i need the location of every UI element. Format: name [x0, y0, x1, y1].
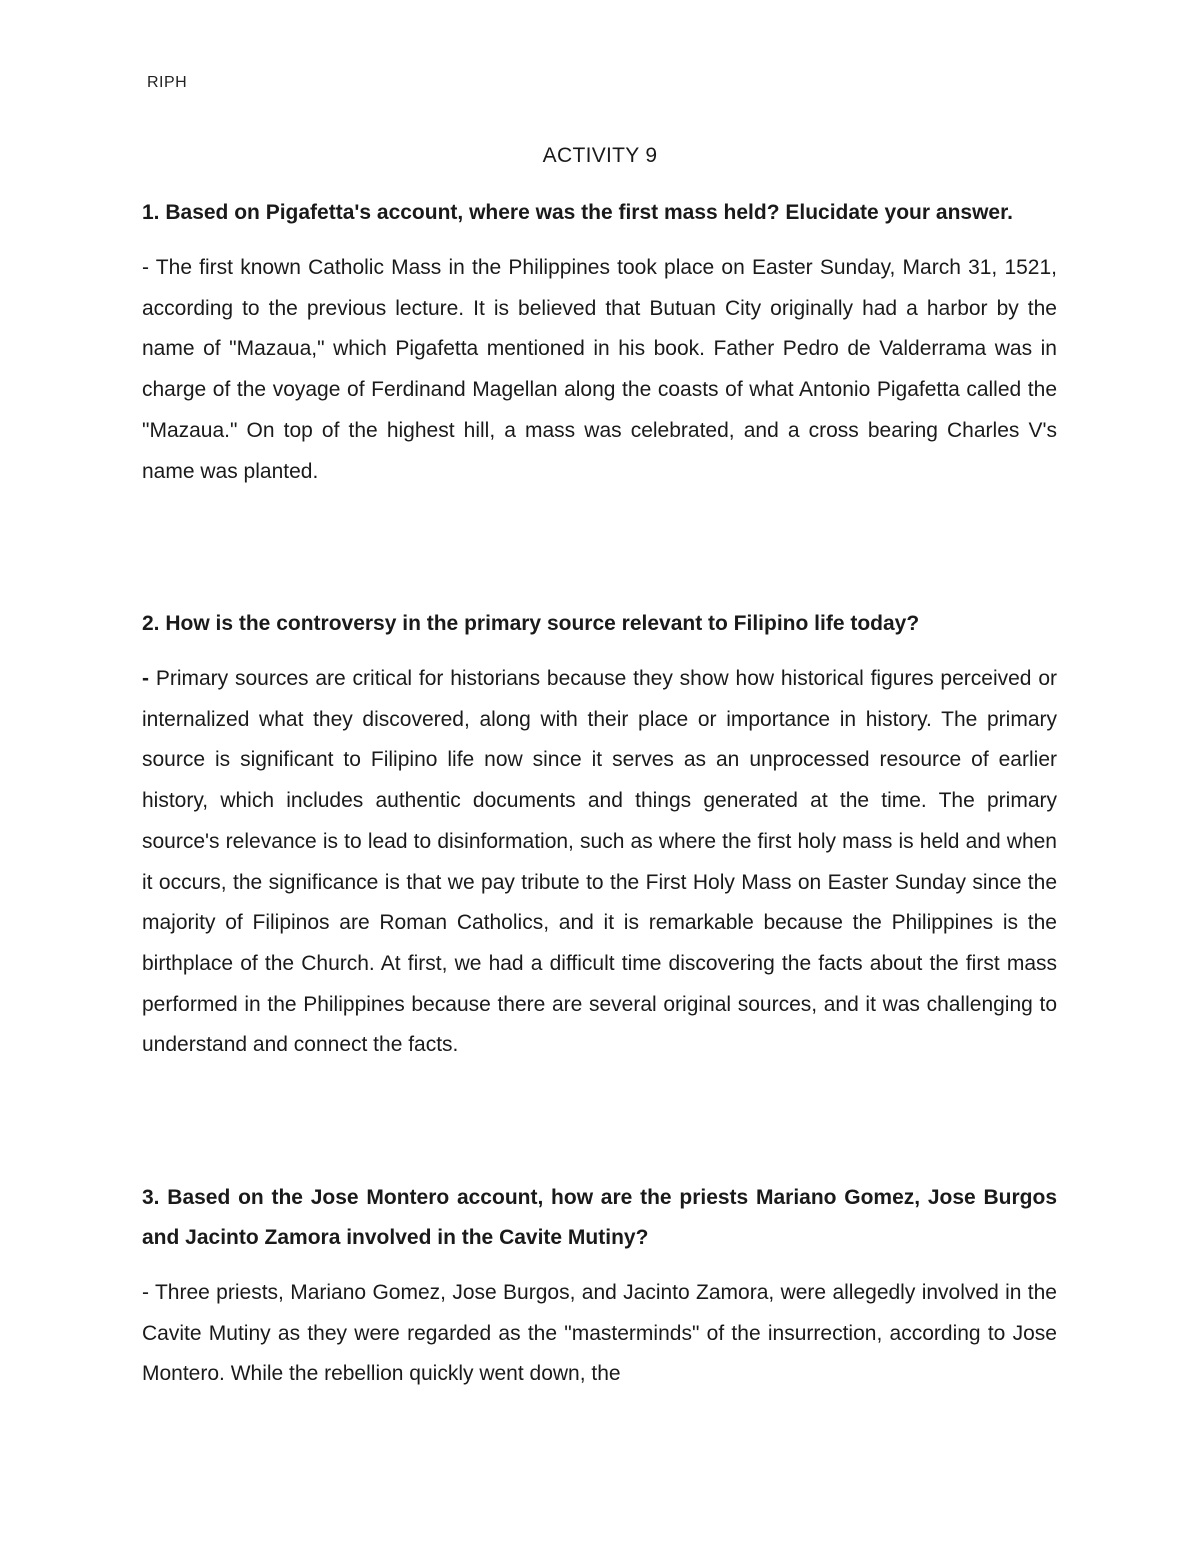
answer-dash: - [142, 1281, 149, 1304]
question-block-3 [142, 1178, 1057, 1395]
answer-text: Three priests, Mariano Gomez, Jose Burgos, and Jacinto Zamora, were allegedly involved in the Cavite Mutiny as they were regarded as the "masterminds" of the insurrection, according to Jose Montero. While the rebellion quickly went down, the [142, 1281, 1057, 1386]
answer-paragraph [142, 1273, 1057, 1395]
question-block-1 [142, 193, 1057, 492]
answer-paragraph [142, 248, 1057, 492]
answer-text: Primary sources are critical for historians because they show how historical figures perceived or internalized what they discovered, along with their place or importance in history. The primary source is significant to Filipino life now since it serves as an unprocessed resource of earlier history, which includes authentic documents and things generated at the time. The primary source's relevance is to lead to disinformation, such as where the first holy mass is held and when it occurs, the significance is that we pay tribute to the First Holy Mass on Easter Sunday since the majority of Filipinos are Roman Catholics, and it is remarkable because the Philippines is the birthplace of the Church. At first, we had a difficult time discovering the facts about the first mass performed in the Philippines because there are several original sources, and it was challenging to understand and connect the facts. [142, 667, 1057, 1057]
answer-paragraph [142, 659, 1057, 1066]
question-text: 3. Based on the Jose Montero account, how are the priests Mariano Gomez, Jose Burgos and Jacinto Zamora involved in the Cavite Mutiny? [142, 1186, 1057, 1249]
answer-dash: - [142, 256, 149, 279]
question-text: 1. Based on Pigafetta's account, where was the first mass held? Elucidate your answer. [142, 201, 1013, 224]
question-block-2 [142, 604, 1057, 1066]
header-label: RIPH [147, 74, 188, 91]
answer-dash: - [142, 667, 149, 690]
page-title: ACTIVITY 9 [542, 144, 658, 167]
answer-text: The first known Catholic Mass in the Philippines took place on Easter Sunday, March 31, 1521, according to the previous lecture. It is believed that Butuan City originally had a harbor by the name of "Mazaua," which Pigafetta mentioned in his book. Father Pedro de Valderrama was in charge of the voyage of Ferdinand Magellan along the coasts of what Antonio Pigafetta called the "Mazaua." On top of the highest hill, a mass was celebrated, and a cross bearing Charles V's name was planted. [142, 256, 1057, 483]
question-text: 2. How is the controversy in the primary source relevant to Filipino life today? [142, 612, 920, 635]
